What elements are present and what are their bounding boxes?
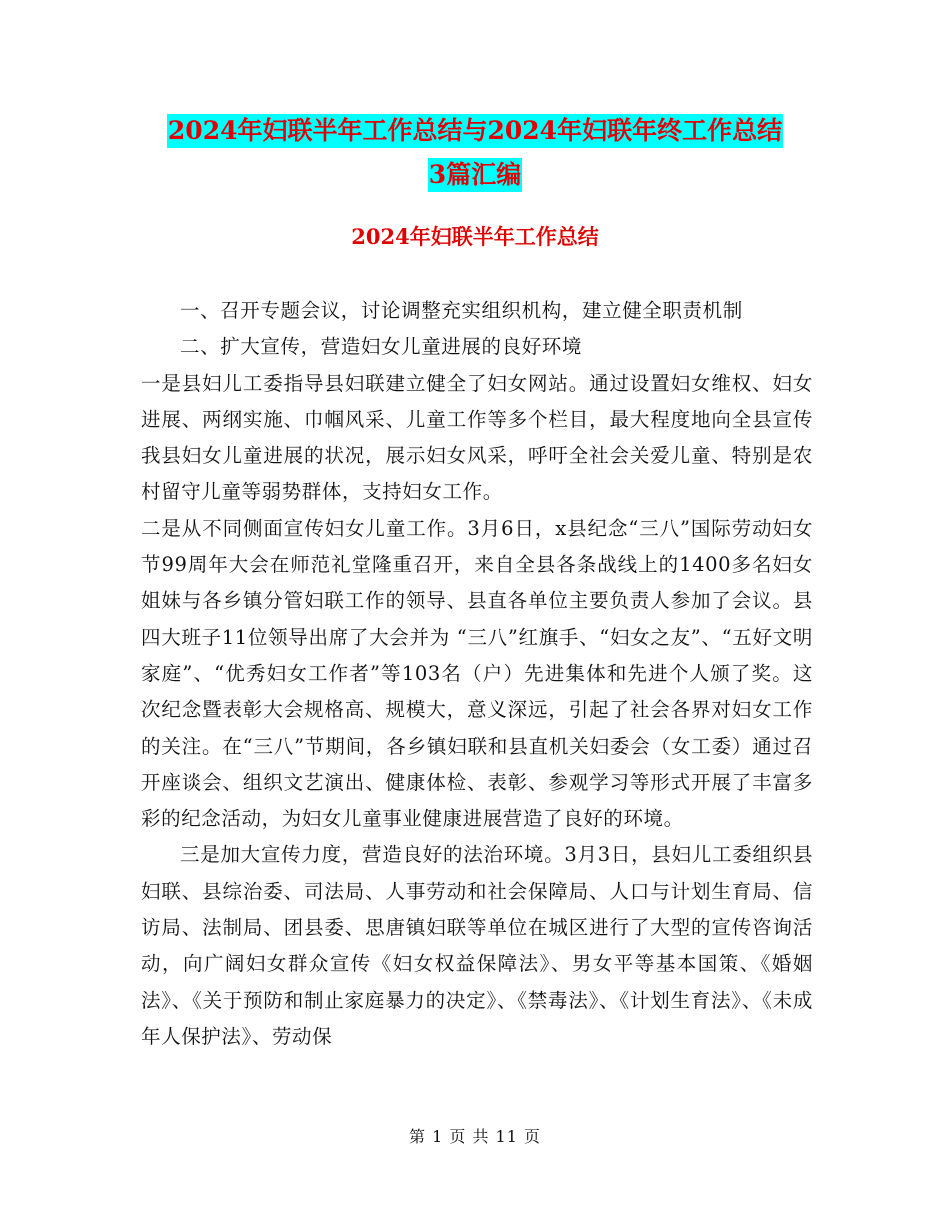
title-line-1-wrap [0, 114, 950, 148]
paragraph-item-1: 一是县妇儿工委指导县妇联建立健全了妇女网站。通过设置妇女维权、妇女进展、两纲实施、巾帼风采、儿童工作等多个栏目，最大程度地向全县宣传我县妇女儿童进展的状况，展示妇女风采，呼吁全社会关爱儿童、特别是农村留守儿童等弱势群体，支持妇女工作。 [141, 371, 813, 504]
document-title-line-2: 3篇汇编 [428, 158, 522, 192]
paragraph-item-2: 二是从不同侧面宣传妇女儿童工作。3月6日，x县纪念“三八”国际劳动妇女节99周年大会在师范礼堂隆重召开，来自全县各条战线上的1400多名妇女姐妹与各乡镇分管妇联工作的领导、县直各单位主要负责人参加了会议。县四大班子11位领导出席了大会并为 “三八”红旗手、“妇女之友”、“五好文明家庭”、“优秀妇女工作者”等103名（户）先进集体和先进个人颁了奖。这次纪念暨表彰大会规格高、规模大，意义深远，引起了社会各界对妇女工作的关注。在“三八”节期间，各乡镇妇联和县直机关妇委会（女工委）通过召开座谈会、组织文艺演出、健康体检、表彰、参观学习等形式开展了丰富多彩的纪念活动，为妇女儿童事业健康进展营造了良好的环境。 [141, 516, 813, 831]
paragraph-item-3: 三是加大宣传力度，营造良好的法治环境。3月3日，县妇儿工委组织县妇联、县综治委、司法局、人事劳动和社会保障局、人口与计划生育局、信访局、法制局、团县委、思唐镇妇联等单位在城区进行了大型的宣传咨询活动，向广阔妇女群众宣传《妇女权益保障法》、男女平等基本国策、《婚姻法》、《关于预防和制止家庭暴力的决定》、《禁毒法》、《计划生育法》、《未成年人保护法》、劳动保 [141, 843, 813, 1048]
paragraph-heading-2: 二、扩大宣传，营造妇女儿童进展的良好环境 [180, 335, 583, 359]
document-title-line-1: 2024年妇联半年工作总结与2024年妇联年终工作总结 [167, 114, 783, 148]
page-footer: 第 1 页 共 11 页 [409, 1127, 541, 1146]
title-line-2-wrap [0, 158, 950, 192]
document-body [141, 293, 813, 1055]
paragraph-heading-1: 一、召开专题会议，讨论调整充实组织机构，建立健全职责机制 [180, 299, 743, 322]
section-title: 2024年妇联半年工作总结 [351, 224, 599, 249]
